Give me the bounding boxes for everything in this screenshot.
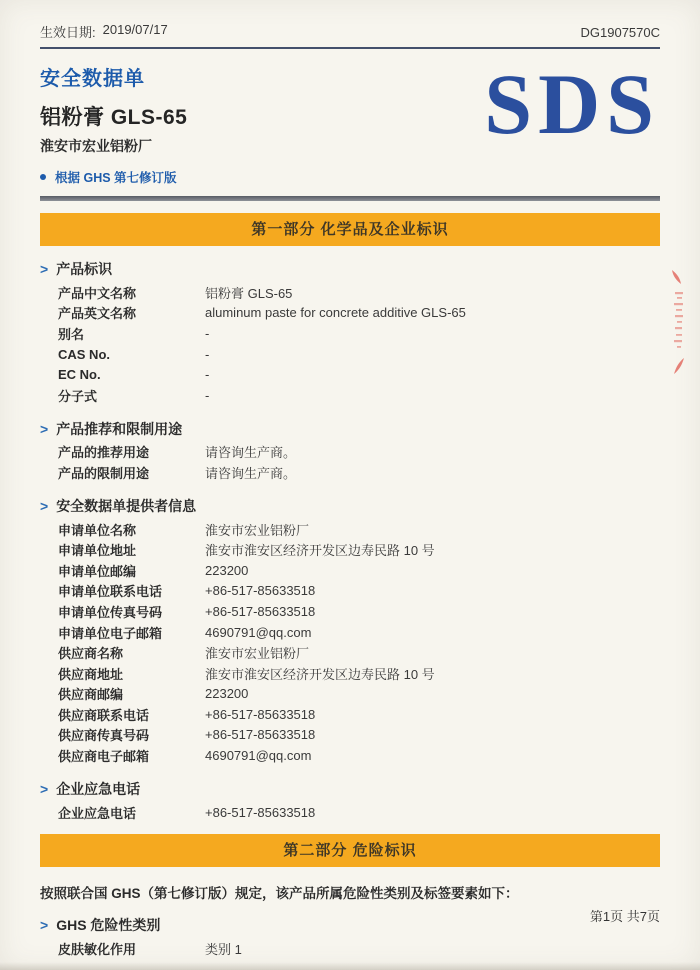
row-value: aluminum paste for concrete additive GLS-65 bbox=[205, 305, 466, 321]
row-value: - bbox=[205, 387, 210, 403]
row-label: 企业应急电话 bbox=[58, 805, 137, 821]
row-value: 淮安市宏业铝粉厂 bbox=[205, 522, 310, 538]
table-row bbox=[40, 745, 660, 766]
greater-than-marker: > bbox=[40, 497, 49, 514]
table-row bbox=[40, 622, 660, 643]
red-stamp-artifact bbox=[666, 268, 690, 376]
table-row bbox=[40, 684, 660, 705]
row-label: 产品英文名称 bbox=[58, 306, 137, 322]
section-1-bar bbox=[40, 213, 660, 246]
company-name: 淮安市宏业铝粉厂 bbox=[40, 138, 152, 154]
subsection-recommended-restricted-uses bbox=[40, 419, 660, 439]
table-row bbox=[40, 385, 660, 406]
document-code: DG1907570C bbox=[580, 25, 660, 40]
row-label: 申请单位联系电话 bbox=[58, 584, 163, 600]
row-label: 皮肤敏化作用 bbox=[58, 942, 137, 958]
row-label: 申请单位电子邮箱 bbox=[58, 625, 163, 641]
doc-type-title: 安全数据单 bbox=[40, 68, 145, 90]
row-label: 供应商电子邮箱 bbox=[58, 749, 150, 765]
section-2-bar bbox=[40, 834, 660, 867]
row-label: 供应商地址 bbox=[58, 666, 124, 682]
subsection-heading: GHS 危险性类别 bbox=[56, 917, 161, 934]
subsection-heading: 产品推荐和限制用途 bbox=[56, 420, 183, 437]
ghs-hazard-rows bbox=[40, 938, 660, 959]
row-value: +86-517-85633518 bbox=[205, 583, 316, 599]
table-row bbox=[40, 663, 660, 684]
row-value: 淮安市宏业铝粉厂 bbox=[205, 646, 310, 662]
row-label: 别名 bbox=[58, 326, 85, 342]
greater-than-marker: > bbox=[40, 420, 49, 437]
table-row bbox=[40, 344, 660, 365]
row-label: 产品中文名称 bbox=[58, 285, 137, 301]
subsection-ghs-hazard-classes bbox=[40, 915, 660, 935]
table-row bbox=[40, 462, 660, 483]
row-label: 供应商联系电话 bbox=[58, 707, 150, 723]
row-value: - bbox=[205, 346, 210, 362]
row-value: 类别 1 bbox=[205, 942, 242, 958]
table-row bbox=[40, 282, 660, 303]
row-label: 申请单位名称 bbox=[58, 522, 137, 538]
row-label: 申请单位地址 bbox=[58, 543, 137, 559]
masthead-divider bbox=[40, 196, 660, 201]
row-value: 请咨询生产商。 bbox=[205, 465, 297, 481]
row-value: 223200 bbox=[205, 686, 249, 702]
red-stamp-icon bbox=[666, 268, 690, 376]
row-label: 产品的推荐用途 bbox=[58, 445, 150, 461]
effective-date-label: 生效日期: bbox=[40, 25, 96, 40]
row-label: EC No. bbox=[58, 367, 101, 383]
product-title: 铝粉膏 GLS-65 bbox=[40, 106, 188, 129]
product-identification-rows bbox=[40, 282, 660, 406]
table-row bbox=[40, 938, 660, 959]
table-row bbox=[40, 642, 660, 663]
row-value: 4690791@qq.com bbox=[205, 748, 312, 764]
emergency-phone-rows bbox=[40, 802, 660, 823]
document-header bbox=[40, 16, 660, 41]
table-row bbox=[40, 704, 660, 725]
table-row bbox=[40, 442, 660, 463]
header-rule bbox=[40, 47, 660, 49]
masthead bbox=[40, 56, 660, 186]
table-row bbox=[40, 601, 660, 622]
row-label: 供应商传真号码 bbox=[58, 728, 150, 744]
table-row bbox=[40, 725, 660, 746]
sds-provider-rows bbox=[40, 519, 660, 766]
ghs-basis-note bbox=[40, 168, 660, 186]
greater-than-marker: > bbox=[40, 780, 49, 797]
row-label: CAS No. bbox=[58, 346, 110, 362]
row-value: +86-517-85633518 bbox=[205, 603, 316, 619]
subsection-heading: 产品标识 bbox=[56, 261, 113, 277]
row-label: 申请单位邮编 bbox=[58, 563, 137, 579]
effective-date-value: 2019/07/17 bbox=[102, 22, 168, 37]
row-value: 4690791@qq.com bbox=[205, 624, 312, 640]
row-value: +86-517-85633518 bbox=[205, 706, 316, 722]
table-row bbox=[40, 539, 660, 560]
page-number: 第1页 共7页 bbox=[589, 909, 660, 924]
subsection-sds-provider-info bbox=[40, 496, 660, 516]
table-row bbox=[40, 802, 660, 823]
row-value: 铝粉膏 GLS-65 bbox=[205, 285, 293, 301]
table-row bbox=[40, 303, 660, 324]
row-label: 分子式 bbox=[58, 388, 98, 404]
row-label: 申请单位传真号码 bbox=[58, 604, 163, 620]
table-row bbox=[40, 560, 660, 581]
section-2-intro: 按照联合国 GHS（第七修订版）规定，该产品所属危险性类别及标签要素如下： bbox=[40, 886, 519, 902]
row-value: +86-517-85633518 bbox=[205, 727, 316, 743]
table-row bbox=[40, 581, 660, 602]
row-value: 淮安市淮安区经济开发区边寿民路 10 号 bbox=[205, 543, 435, 559]
row-value: 223200 bbox=[205, 562, 249, 578]
greater-than-marker: > bbox=[40, 917, 49, 934]
section-1-title: 第一部分 化学品及企业标识 bbox=[251, 221, 449, 238]
section-2-title: 第二部分 危险标识 bbox=[283, 842, 417, 860]
row-value: - bbox=[205, 367, 210, 383]
greater-than-marker: > bbox=[40, 261, 49, 277]
ghs-basis-label: 根据 GHS 第七修订版 bbox=[55, 171, 177, 185]
row-label: 产品的限制用途 bbox=[58, 465, 150, 481]
table-row bbox=[40, 519, 660, 540]
row-value: 淮安市淮安区经济开发区边寿民路 10 号 bbox=[205, 666, 435, 682]
subsection-heading: 安全数据单提供者信息 bbox=[56, 497, 197, 514]
sds-logo: SDS bbox=[484, 56, 660, 152]
row-label: 供应商邮编 bbox=[58, 687, 124, 703]
table-row bbox=[40, 364, 660, 385]
row-value: 请咨询生产商。 bbox=[205, 445, 297, 461]
bullet-icon bbox=[40, 174, 46, 180]
table-row bbox=[40, 323, 660, 344]
effective-date bbox=[40, 22, 168, 41]
row-label: 供应商名称 bbox=[58, 646, 124, 662]
recommended-restricted-rows bbox=[40, 442, 660, 483]
subsection-heading: 企业应急电话 bbox=[56, 780, 141, 797]
subsection-product-identification bbox=[40, 259, 660, 279]
scan-shadow bbox=[0, 962, 700, 970]
row-value: - bbox=[205, 325, 210, 341]
row-value: +86-517-85633518 bbox=[205, 804, 316, 820]
subsection-emergency-phone bbox=[40, 779, 660, 799]
